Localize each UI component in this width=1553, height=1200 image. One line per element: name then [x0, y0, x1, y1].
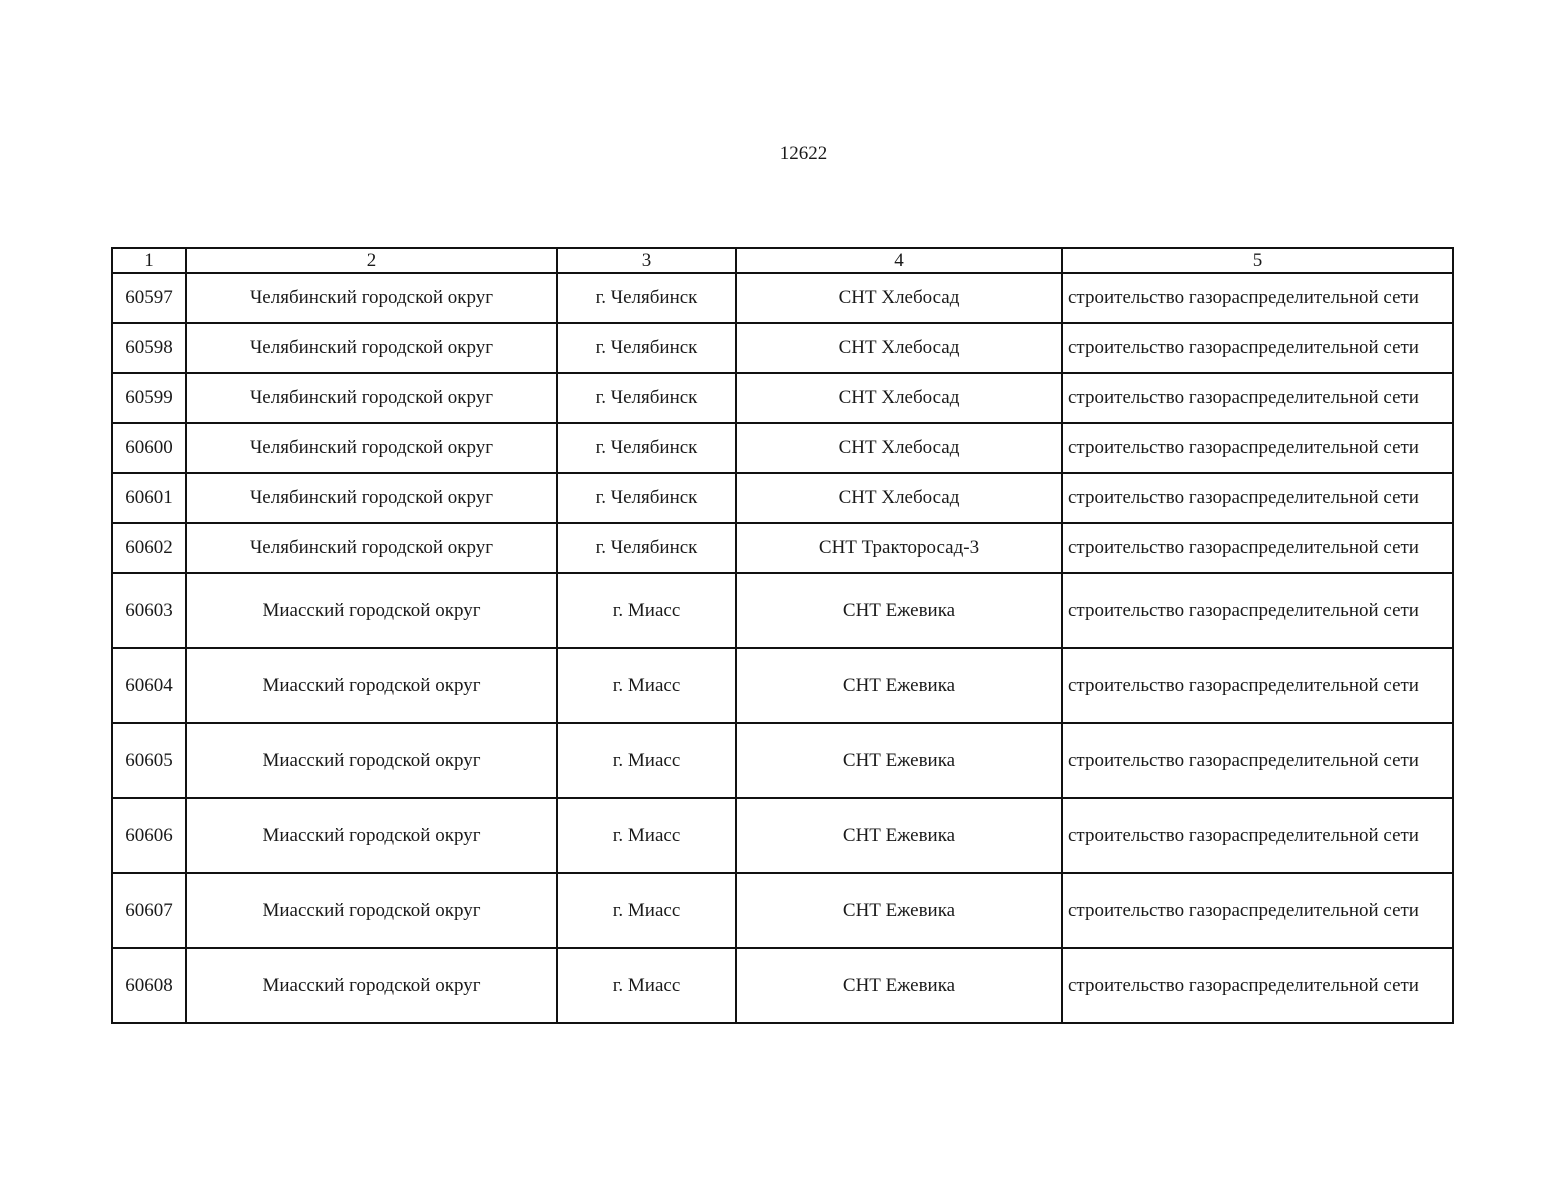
cell-district: Миасский городской округ [186, 723, 557, 798]
cell-purpose: строительство газораспределительной сети [1062, 423, 1453, 473]
column-header: 3 [557, 248, 736, 273]
cell-district: Миасский городской округ [186, 648, 557, 723]
cell-number: 60606 [112, 798, 186, 873]
cell-district: Челябинский городской округ [186, 273, 557, 323]
cell-purpose: строительство газораспределительной сети [1062, 948, 1453, 1023]
cell-purpose: строительство газораспределительной сети [1062, 523, 1453, 573]
cell-purpose: строительство газораспределительной сети [1062, 648, 1453, 723]
cell-number: 60604 [112, 648, 186, 723]
cell-object: СНТ Тракторосад-3 [736, 523, 1062, 573]
cell-purpose: строительство газораспределительной сети [1062, 273, 1453, 323]
cell-city: г. Миасс [557, 573, 736, 648]
cell-number: 60603 [112, 573, 186, 648]
cell-district: Миасский городской округ [186, 798, 557, 873]
cell-number: 60600 [112, 423, 186, 473]
column-header: 4 [736, 248, 1062, 273]
table-row [112, 273, 1453, 323]
cell-city: г. Миасс [557, 798, 736, 873]
cell-number: 60605 [112, 723, 186, 798]
cell-number: 60599 [112, 373, 186, 423]
cell-number: 60602 [112, 523, 186, 573]
cell-number: 60601 [112, 473, 186, 523]
cell-city: г. Миасс [557, 648, 736, 723]
column-header: 1 [112, 248, 186, 273]
cell-district: Миасский городской округ [186, 873, 557, 948]
cell-city: г. Челябинск [557, 423, 736, 473]
cell-object: СНТ Хлебосад [736, 323, 1062, 373]
cell-purpose: строительство газораспределительной сети [1062, 723, 1453, 798]
table-row [112, 523, 1453, 573]
cell-purpose: строительство газораспределительной сети [1062, 323, 1453, 373]
cell-number: 60598 [112, 323, 186, 373]
cell-city: г. Челябинск [557, 523, 736, 573]
cell-district: Челябинский городской округ [186, 523, 557, 573]
cell-object: СНТ Хлебосад [736, 473, 1062, 523]
column-header: 2 [186, 248, 557, 273]
cell-district: Челябинский городской округ [186, 373, 557, 423]
cell-city: г. Челябинск [557, 473, 736, 523]
cell-object: СНТ Ежевика [736, 798, 1062, 873]
table-row [112, 873, 1453, 948]
table-row [112, 648, 1453, 723]
cell-object: СНТ Хлебосад [736, 423, 1062, 473]
table-row [112, 723, 1453, 798]
cell-city: г. Миасс [557, 723, 736, 798]
cell-district: Челябинский городской округ [186, 473, 557, 523]
cell-district: Челябинский городской округ [186, 323, 557, 373]
cell-object: СНТ Ежевика [736, 873, 1062, 948]
cell-district: Челябинский городской округ [186, 423, 557, 473]
cell-number: 60597 [112, 273, 186, 323]
page-number: 12622 [779, 143, 828, 164]
cell-purpose: строительство газораспределительной сети [1062, 573, 1453, 648]
cell-object: СНТ Ежевика [736, 573, 1062, 648]
registry-table [111, 247, 1454, 1024]
table-row [112, 798, 1453, 873]
cell-city: г. Миасс [557, 873, 736, 948]
cell-purpose: строительство газораспределительной сети [1062, 473, 1453, 523]
cell-object: СНТ Ежевика [736, 723, 1062, 798]
cell-city: г. Челябинск [557, 373, 736, 423]
table-row [112, 948, 1453, 1023]
cell-number: 60608 [112, 948, 186, 1023]
cell-city: г. Миасс [557, 948, 736, 1023]
cell-object: СНТ Ежевика [736, 948, 1062, 1023]
cell-object: СНТ Хлебосад [736, 273, 1062, 323]
table-row [112, 473, 1453, 523]
table-row [112, 423, 1453, 473]
cell-city: г. Челябинск [557, 273, 736, 323]
column-header: 5 [1062, 248, 1453, 273]
cell-purpose: строительство газораспределительной сети [1062, 798, 1453, 873]
table-row [112, 373, 1453, 423]
cell-object: СНТ Ежевика [736, 648, 1062, 723]
cell-district: Миасский городской округ [186, 948, 557, 1023]
cell-number: 60607 [112, 873, 186, 948]
cell-purpose: строительство газораспределительной сети [1062, 873, 1453, 948]
cell-district: Миасский городской округ [186, 573, 557, 648]
cell-object: СНТ Хлебосад [736, 373, 1062, 423]
cell-city: г. Челябинск [557, 323, 736, 373]
table-row [112, 323, 1453, 373]
cell-purpose: строительство газораспределительной сети [1062, 373, 1453, 423]
table-header-row [112, 248, 1453, 273]
table-row [112, 573, 1453, 648]
